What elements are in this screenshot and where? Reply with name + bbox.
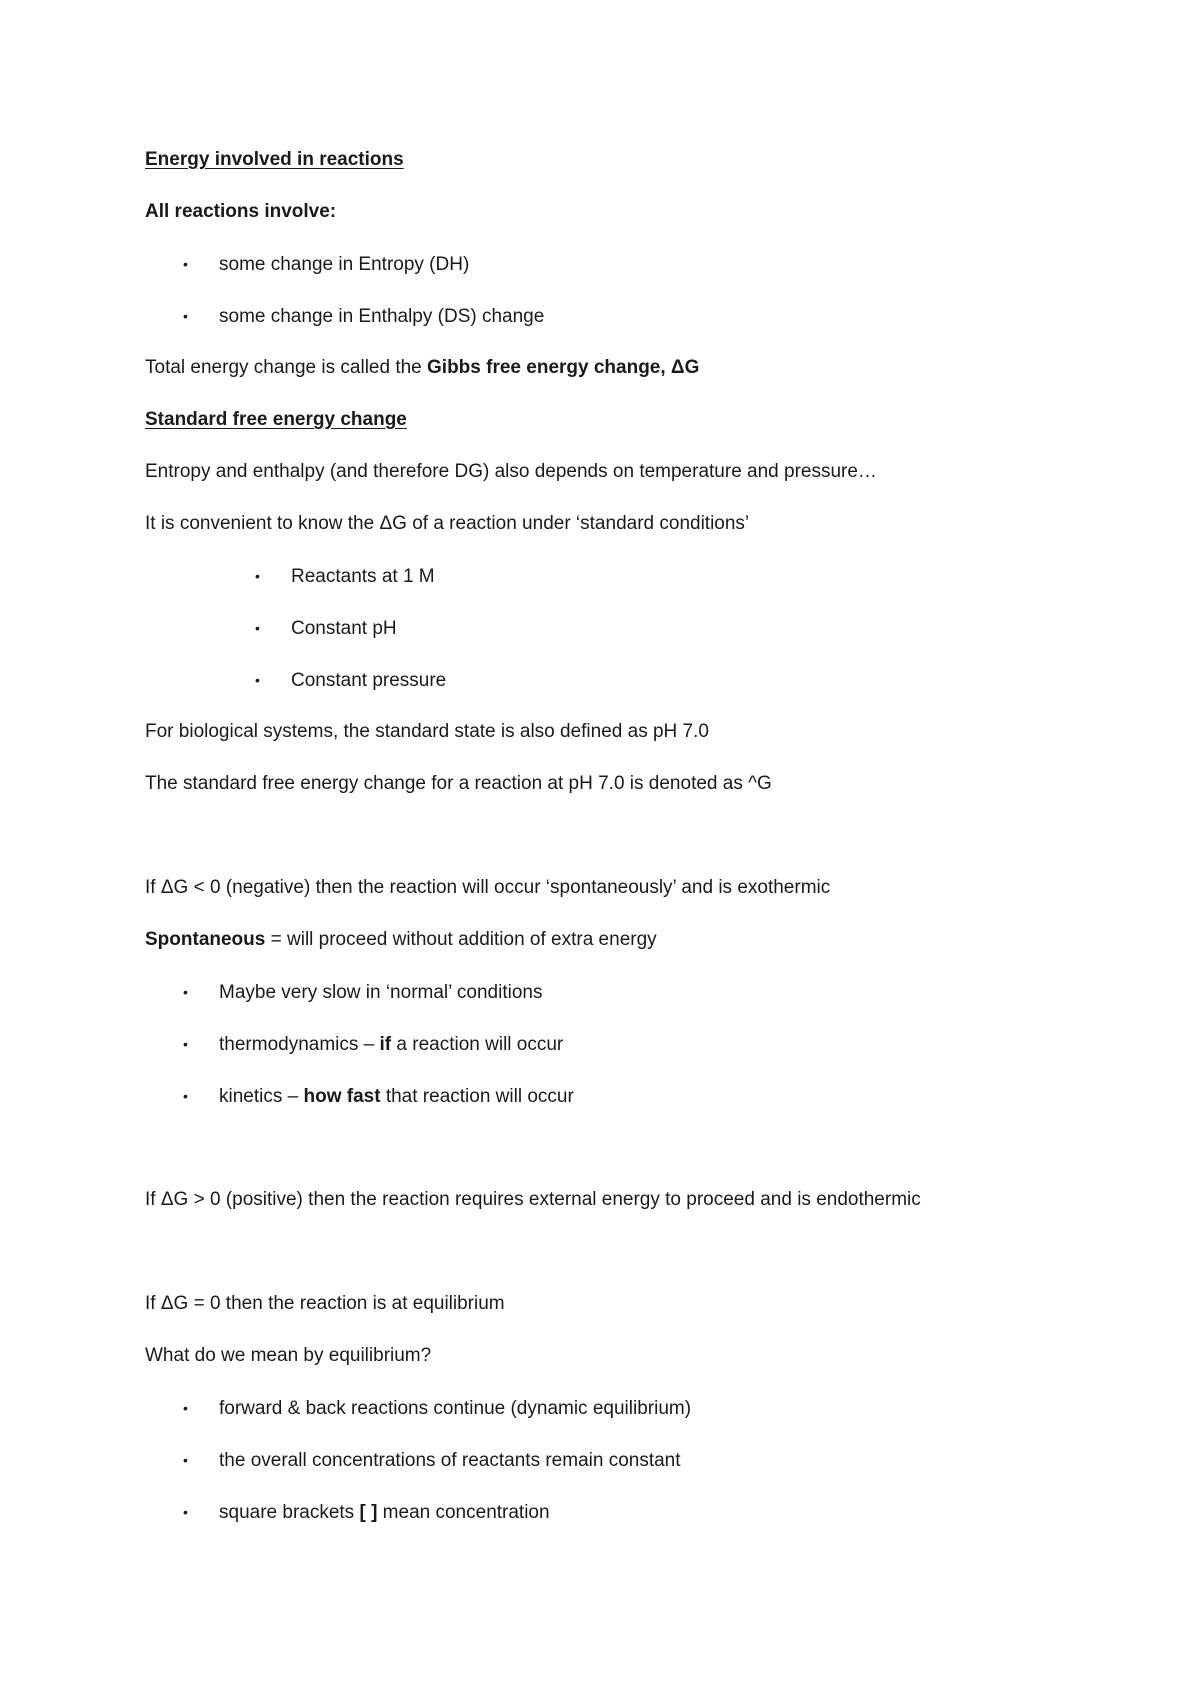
list-item: • Constant pH — [255, 618, 397, 639]
list-item: • Reactants at 1 M — [255, 566, 435, 587]
zero-dg-line: If ΔG = 0 then the reaction is at equilibrium — [145, 1293, 505, 1314]
standard-conditions-line: It is convenient to know the ΔG of a reaction under ‘standard conditions’ — [145, 513, 750, 534]
list-item: • kinetics – how fast that reaction will occur — [183, 1086, 574, 1107]
bullet-icon: • — [255, 672, 260, 688]
bullet-icon: • — [183, 984, 188, 1000]
list-item: • some change in Enthalpy (DS) change — [183, 306, 545, 327]
spontaneous-definition: Spontaneous = will proceed without addition of extra energy — [145, 929, 657, 950]
list-item: • the overall concentrations of reactants remain constant — [183, 1450, 681, 1471]
bullet-icon: • — [183, 1036, 188, 1052]
bullet-icon: • — [183, 256, 188, 272]
bullet-icon: • — [183, 1088, 188, 1104]
list-item: • thermodynamics – if a reaction will occur — [183, 1034, 564, 1055]
bullet-icon: • — [183, 308, 188, 324]
equilibrium-question: What do we mean by equilibrium? — [145, 1345, 432, 1366]
negative-dg-line: If ΔG < 0 (negative) then the reaction will occur ‘spontaneously’ and is exothermic — [145, 877, 831, 898]
all-reactions-label: All reactions involve: — [145, 201, 337, 222]
bullet-icon: • — [255, 620, 260, 636]
denoted-line: The standard free energy change for a reaction at pH 7.0 is denoted as ^G — [145, 773, 772, 794]
list-item: • square brackets [ ] mean concentration — [183, 1502, 550, 1523]
list-item: • some change in Entropy (DH) — [183, 254, 470, 275]
list-item: • Maybe very slow in ‘normal’ conditions — [183, 982, 543, 1003]
list-item: • Constant pressure — [255, 670, 447, 691]
total-energy-line: Total energy change is called the Gibbs free energy change, ΔG — [145, 357, 700, 378]
bullet-icon: • — [255, 568, 260, 584]
bullet-icon: • — [183, 1400, 188, 1416]
positive-dg-line: If ΔG > 0 (positive) then the reaction requires external energy to proceed and is endothermic — [145, 1189, 921, 1210]
entropy-enthalpy-line: Entropy and enthalpy (and therefore DG) also depends on temperature and pressure… — [145, 461, 877, 482]
bullet-icon: • — [183, 1504, 188, 1520]
heading-energy-involved: Energy involved in reactions — [145, 149, 404, 170]
biological-systems-line: For biological systems, the standard state is also defined as pH 7.0 — [145, 721, 709, 742]
list-item: • forward & back reactions continue (dynamic equilibrium) — [183, 1398, 692, 1419]
heading-standard-free-energy: Standard free energy change — [145, 409, 407, 430]
bullet-icon: • — [183, 1452, 188, 1468]
